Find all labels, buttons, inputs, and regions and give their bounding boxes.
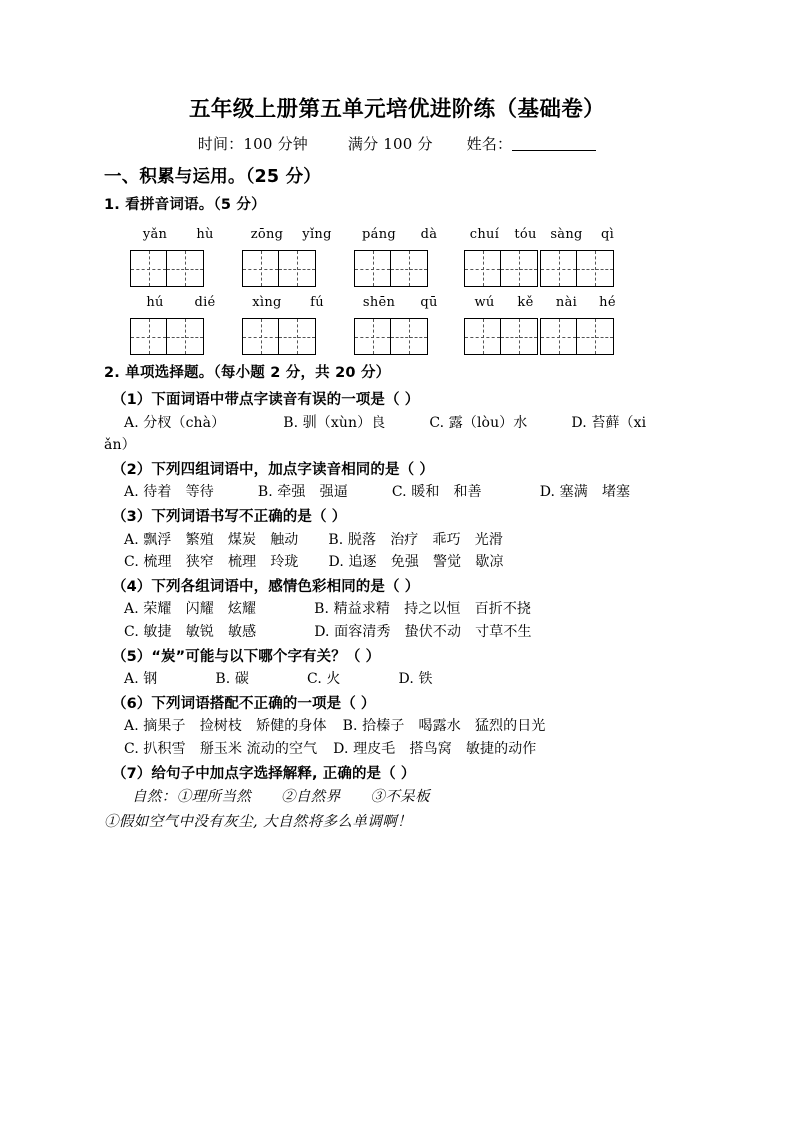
pinyin-group <box>464 292 628 314</box>
pinyin-syllable: dié <box>194 295 216 311</box>
tianzi-cell[interactable] <box>130 250 167 287</box>
tianzi-pair[interactable] <box>464 250 538 287</box>
pinyin-syllable: tóu <box>514 227 537 243</box>
option-d[interactable]: D. 理皮毛 搭鸟窝 敏捷的动作 <box>333 741 537 758</box>
tianzi-cell[interactable] <box>279 318 316 355</box>
pinyin-syllable: hú <box>146 295 164 311</box>
tianzi-cell[interactable] <box>577 250 614 287</box>
option-d[interactable]: D. 追逐 免强 警觉 歇凉 <box>328 554 504 571</box>
option-a[interactable]: A. 飘浮 繁殖 煤炭 触动 <box>124 531 299 548</box>
option-b[interactable]: B. 脱落 治疗 乖巧 光滑 <box>328 531 504 548</box>
pinyin-syllable: hù <box>196 227 214 243</box>
character-definitions: 自然：①理所当然 ②自然界 ③不呆板 <box>132 789 430 806</box>
option-b[interactable]: B. 拾榛子 喝露水 猛烈的日光 <box>342 718 546 735</box>
option-d[interactable]: D. 塞满 堵塞 <box>539 484 631 501</box>
exam-meta-line <box>0 122 794 153</box>
pinyin-syllable: nài <box>555 295 578 311</box>
exam-body <box>0 153 794 835</box>
tianzi-cell[interactable] <box>167 318 204 355</box>
pinyin-syllable: kě <box>517 295 534 311</box>
option-b[interactable]: B. 牵强 强逼 <box>257 484 348 501</box>
tianzi-pair[interactable] <box>242 318 316 355</box>
section-one-heading: 一、积累与运用。（25 分） <box>104 166 321 187</box>
tianzi-cell[interactable] <box>540 250 577 287</box>
pinyin-row <box>104 292 690 318</box>
question-4 <box>104 574 690 644</box>
option-a[interactable]: A. 钢 <box>124 671 158 688</box>
option-a[interactable]: A. 荣耀 闪耀 炫耀 <box>124 601 257 618</box>
student-name-blank[interactable] <box>512 150 596 151</box>
option-c[interactable]: C. 梳理 狭窄 梳理 玲珑 <box>124 554 299 571</box>
option-c[interactable]: C. 露（lòu）水 <box>429 414 528 431</box>
character-grid-row <box>104 250 690 292</box>
option-c[interactable]: C. 火 <box>307 671 341 688</box>
pinyin-syllable: yǐng <box>302 227 332 243</box>
question-options <box>104 412 690 435</box>
option-d[interactable]: D. 苔藓（xi <box>571 414 647 431</box>
character-grid-group[interactable] <box>242 250 316 287</box>
question-options <box>104 715 690 738</box>
tianzi-cell[interactable] <box>501 250 538 287</box>
exercise-1-heading: 1. 看拼音词语。（5 分） <box>104 196 266 213</box>
question-options <box>104 598 690 621</box>
exam-duration: 时间：100 分钟 <box>197 134 308 153</box>
character-grid-group[interactable] <box>464 250 614 287</box>
question-options <box>104 621 690 644</box>
pinyin-writing-exercise <box>104 218 690 360</box>
option-a[interactable]: A. 摘果子 捡树枝 矫健的身体 <box>124 718 327 735</box>
pinyin-group <box>130 292 230 314</box>
option-b[interactable]: B. 碳 <box>215 671 250 688</box>
pinyin-group <box>354 292 454 314</box>
tianzi-pair[interactable] <box>540 250 614 287</box>
tianzi-cell[interactable] <box>279 250 316 287</box>
pinyin-group <box>464 224 628 246</box>
option-b[interactable]: B. 驯（xùn）良 <box>283 414 386 431</box>
pinyin-group <box>354 224 454 246</box>
question-1 <box>104 387 690 457</box>
pinyin-syllable: páng <box>362 227 396 243</box>
question-stem: （3）下列词语书写不正确的是（ ） <box>112 509 347 526</box>
tianzi-cell[interactable] <box>464 250 501 287</box>
pinyin-syllable: sàng <box>550 227 583 243</box>
question-5 <box>104 644 690 691</box>
question-options <box>104 738 690 761</box>
tianzi-pair[interactable] <box>242 250 316 287</box>
option-c[interactable]: C. 扒积雪 掰玉米 流动的空气 <box>124 741 318 758</box>
character-grid-group[interactable] <box>354 318 428 355</box>
question-options <box>104 551 690 574</box>
tianzi-cell[interactable] <box>130 318 167 355</box>
pinyin-syllable: qū <box>420 295 438 311</box>
character-grid-row <box>104 318 690 360</box>
tianzi-cell[interactable] <box>391 318 428 355</box>
option-c[interactable]: C. 敏捷 敏锐 敏感 <box>124 624 257 641</box>
example-sentence: ①假如空气中没有灰尘, 大自然将多么单调啊！ <box>104 813 413 830</box>
tianzi-cell[interactable] <box>354 250 391 287</box>
pinyin-syllable: qì <box>600 227 615 243</box>
question-options <box>104 668 690 691</box>
question-options <box>104 529 690 552</box>
pinyin-syllable: wú <box>474 295 495 311</box>
tianzi-cell[interactable] <box>540 318 577 355</box>
character-grid-group[interactable] <box>242 318 316 355</box>
question-7 <box>104 761 690 835</box>
question-stem: （7）给句子中加点字选择解释, 正确的是（ ） <box>112 765 416 782</box>
pinyin-syllable: shēn <box>362 295 396 311</box>
question-stem: （5）“炭”可能与以下哪个字有关？（ ） <box>112 648 381 665</box>
pinyin-syllable: hé <box>599 295 616 311</box>
pinyin-syllable: fú <box>310 295 324 311</box>
tianzi-cell[interactable] <box>577 318 614 355</box>
pinyin-group <box>130 224 230 246</box>
exercise-2-heading: 2. 单项选择题。（每小题 2 分，共 20 分） <box>104 365 391 382</box>
option-a[interactable]: A. 分杈（chà） <box>124 414 226 431</box>
tianzi-pair[interactable] <box>464 318 538 355</box>
tianzi-cell[interactable] <box>464 318 501 355</box>
tianzi-cell[interactable] <box>354 318 391 355</box>
tianzi-cell[interactable] <box>391 250 428 287</box>
tianzi-cell[interactable] <box>242 250 279 287</box>
pinyin-group <box>242 292 342 314</box>
pinyin-group <box>242 224 342 246</box>
tianzi-pair[interactable] <box>354 250 428 287</box>
tianzi-cell[interactable] <box>167 250 204 287</box>
tianzi-pair[interactable] <box>540 318 614 355</box>
character-grid-group[interactable] <box>464 318 614 355</box>
question-3 <box>104 504 690 574</box>
tianzi-cell[interactable] <box>501 318 538 355</box>
pinyin-syllable: xìng <box>252 295 282 311</box>
pinyin-syllable: yǎn <box>142 227 168 243</box>
character-grid-group[interactable] <box>130 250 204 287</box>
question-stem: （2）下列四组词语中，加点字读音相同的是（ ） <box>112 462 434 479</box>
pinyin-syllable: dà <box>420 227 438 243</box>
option-c[interactable]: C. 暖和 和善 <box>391 484 482 501</box>
page-title: 五年级上册第五单元培优进阶练（基础卷） <box>188 97 606 122</box>
option-b[interactable]: B. 精益求精 持之以恒 百折不挠 <box>314 601 532 618</box>
character-grid-group[interactable] <box>130 318 204 355</box>
tianzi-pair[interactable] <box>130 318 204 355</box>
exam-total-score: 满分 100 分 <box>347 134 433 153</box>
question-stem: （4）下列各组词语中，感情色彩相同的是（ ） <box>112 578 420 595</box>
student-name-label: 姓名： <box>466 134 513 153</box>
question-options <box>104 481 690 504</box>
question-6 <box>104 691 690 761</box>
character-grid-group[interactable] <box>354 250 428 287</box>
question-stem: （6）下列词语搭配不正确的一项是（ ） <box>112 695 376 712</box>
option-d[interactable]: D. 铁 <box>398 671 433 688</box>
question-2 <box>104 457 690 504</box>
question-options-wrap: ǎn） <box>104 437 136 454</box>
tianzi-cell[interactable] <box>242 318 279 355</box>
question-stem: （1）下面词语中带点字读音有误的一项是（ ） <box>112 392 420 409</box>
option-a[interactable]: A. 待着 等待 <box>124 484 214 501</box>
tianzi-pair[interactable] <box>354 318 428 355</box>
pinyin-syllable: chuí <box>469 227 500 243</box>
pinyin-row <box>104 224 690 250</box>
option-d[interactable]: D. 面容清秀 蛰伏不动 寸草不生 <box>314 624 532 641</box>
pinyin-syllable: zōng <box>250 227 284 243</box>
tianzi-pair[interactable] <box>130 250 204 287</box>
